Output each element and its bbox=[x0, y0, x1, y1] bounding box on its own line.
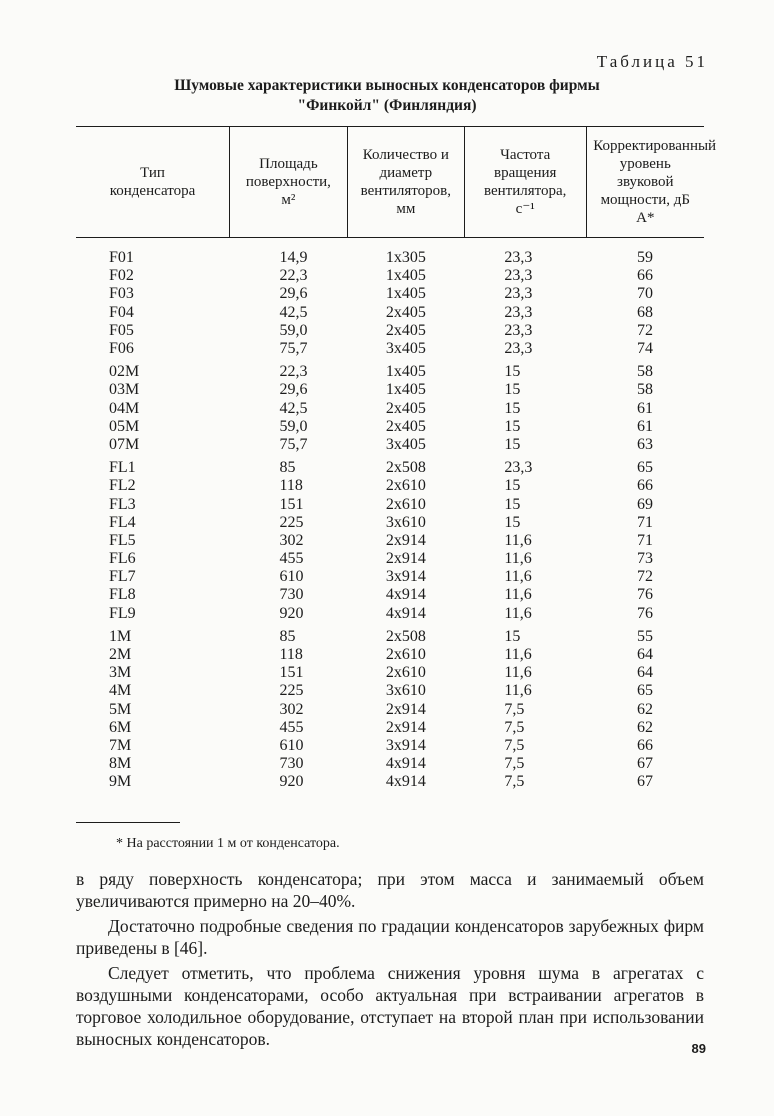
cell-area: 75,7 bbox=[279, 340, 308, 358]
cell-speed: 11,6 bbox=[504, 664, 532, 682]
cell-area: 455 bbox=[279, 718, 304, 736]
cell-type: F01 bbox=[109, 249, 134, 267]
header-speed: Частота вращения вентилятора, с⁻¹ bbox=[464, 127, 586, 238]
cell-type: F05 bbox=[109, 321, 134, 339]
cell-type: 8M bbox=[109, 755, 132, 773]
cell-fans: 4x914 bbox=[385, 755, 426, 773]
table-title bbox=[0, 76, 774, 116]
cell-sound-level: 64 bbox=[637, 664, 654, 682]
cell-fans: 4x914 bbox=[385, 604, 426, 622]
cell-area: 118 bbox=[279, 646, 303, 664]
cell-area: 455 bbox=[279, 550, 304, 568]
cell-sound-level: 76 bbox=[637, 586, 654, 604]
cell-speed: 7,5 bbox=[504, 755, 525, 773]
cell-fans: 1x405 bbox=[385, 285, 426, 303]
table-row bbox=[76, 454, 704, 477]
cell-area: 730 bbox=[279, 586, 304, 604]
cell-speed: 15 bbox=[504, 513, 521, 531]
cell-area: 29,6 bbox=[279, 285, 308, 303]
table-row bbox=[76, 605, 704, 623]
cell-sound-level: 71 bbox=[637, 531, 654, 549]
cell-sound-level: 65 bbox=[637, 682, 654, 700]
cell-sound-level: 65 bbox=[637, 459, 654, 477]
table-row bbox=[76, 773, 704, 791]
cell-type: 05M bbox=[109, 417, 140, 435]
table-row bbox=[76, 358, 704, 381]
cell-fans: 2x508 bbox=[385, 459, 426, 477]
cell-type: FL4 bbox=[109, 513, 136, 531]
table-row bbox=[76, 623, 704, 646]
cell-area: 42,5 bbox=[279, 399, 308, 417]
cell-type: FL9 bbox=[109, 604, 136, 622]
cell-area: 610 bbox=[279, 568, 304, 586]
cell-area: 29,6 bbox=[279, 381, 308, 399]
cell-fans: 3x405 bbox=[385, 435, 426, 453]
cell-speed: 7,5 bbox=[504, 773, 525, 791]
table-row bbox=[76, 267, 704, 285]
cell-speed: 23,3 bbox=[504, 321, 533, 339]
cell-type: F02 bbox=[109, 267, 134, 285]
cell-speed: 7,5 bbox=[504, 718, 525, 736]
cell-fans: 3x914 bbox=[385, 568, 426, 586]
cell-sound-level: 61 bbox=[637, 399, 654, 417]
cell-fans: 3x405 bbox=[385, 340, 426, 358]
cell-speed: 11,6 bbox=[504, 568, 532, 586]
cell-speed: 11,6 bbox=[504, 604, 532, 622]
cell-type: FL2 bbox=[109, 477, 136, 495]
page-number: 89 bbox=[691, 1041, 706, 1056]
cell-type: FL3 bbox=[109, 495, 136, 513]
table-row bbox=[76, 418, 704, 436]
cell-speed: 23,3 bbox=[504, 303, 533, 321]
table-row bbox=[76, 340, 704, 358]
cell-fans: 3x610 bbox=[385, 513, 426, 531]
table-row bbox=[76, 400, 704, 418]
cell-type: 9M bbox=[109, 773, 132, 791]
cell-fans: 3x610 bbox=[385, 682, 426, 700]
cell-fans: 2x914 bbox=[385, 718, 426, 736]
footnote: * На расстоянии 1 м от конденсатора. bbox=[116, 836, 340, 851]
cell-speed: 15 bbox=[504, 495, 521, 513]
cell-sound-level: 55 bbox=[637, 627, 654, 645]
table-row bbox=[76, 322, 704, 340]
cell-area: 85 bbox=[279, 459, 296, 477]
cell-speed: 11,6 bbox=[504, 586, 532, 604]
table-row bbox=[76, 719, 704, 737]
cell-fans: 2x610 bbox=[385, 477, 426, 495]
cell-fans: 4x914 bbox=[385, 773, 426, 791]
cell-fans: 4x914 bbox=[385, 586, 426, 604]
table-row bbox=[76, 495, 704, 513]
cell-fans: 2x405 bbox=[385, 321, 426, 339]
cell-area: 22,3 bbox=[279, 267, 308, 285]
cell-speed: 23,3 bbox=[504, 267, 533, 285]
cell-sound-level: 67 bbox=[637, 755, 654, 773]
cell-type: FL1 bbox=[109, 459, 136, 477]
header-fans: Количество и диаметр вентиляторов, мм bbox=[347, 127, 464, 238]
header-area: Площадь поверхности, м² bbox=[229, 127, 347, 238]
paragraph: Достаточно подробные сведения по градации конденсаторов зарубежных фирм приведены в [46]. bbox=[76, 916, 704, 958]
footnote-rule bbox=[76, 822, 180, 823]
cell-sound-level: 58 bbox=[637, 381, 654, 399]
cell-type: 02M bbox=[109, 363, 140, 381]
cell-fans: 1x405 bbox=[385, 363, 426, 381]
cell-speed: 7,5 bbox=[504, 700, 525, 718]
cell-fans: 2x405 bbox=[385, 399, 426, 417]
cell-sound-level: 68 bbox=[637, 303, 654, 321]
table-title-line-1: Шумовые характеристики выносных конденсаторов фирмы bbox=[174, 77, 600, 94]
cell-sound-level: 74 bbox=[637, 340, 654, 358]
cell-fans: 2x610 bbox=[385, 646, 426, 664]
cell-fans: 2x405 bbox=[385, 303, 426, 321]
cell-speed: 15 bbox=[504, 417, 521, 435]
cell-area: 59,0 bbox=[279, 321, 308, 339]
cell-area: 118 bbox=[279, 477, 303, 495]
cell-fans: 2x914 bbox=[385, 550, 426, 568]
cell-area: 920 bbox=[279, 604, 304, 622]
cell-area: 302 bbox=[279, 531, 304, 549]
cell-sound-level: 72 bbox=[637, 321, 654, 339]
cell-sound-level: 63 bbox=[637, 435, 654, 453]
cell-area: 85 bbox=[279, 627, 296, 645]
paragraph: в ряду поверхность конденсатора; при этом масса и занимаемый объем увеличиваются примерно на 20–40%. bbox=[76, 869, 704, 911]
cell-type: FL8 bbox=[109, 586, 136, 604]
cell-sound-level: 73 bbox=[637, 550, 654, 568]
cell-sound-level: 58 bbox=[637, 363, 654, 381]
paragraph: Следует отметить, что проблема снижения уровня шума в агрегатах с воздушными конденсаторами, особо актуальная при встраивании агрегатов в торговое холодильное оборудование, отступает на второй план при использовании выносных конденсаторов. bbox=[76, 963, 704, 1049]
cell-speed: 7,5 bbox=[504, 736, 525, 754]
cell-sound-level: 70 bbox=[637, 285, 654, 303]
table-label: Таблица 51 bbox=[596, 52, 708, 71]
cell-speed: 15 bbox=[504, 399, 521, 417]
cell-area: 22,3 bbox=[279, 363, 308, 381]
cell-sound-level: 69 bbox=[637, 495, 654, 513]
header-sound-level: Корректированный уровень звуковой мощности, дБ А* bbox=[586, 127, 704, 238]
cell-area: 610 bbox=[279, 736, 304, 754]
condenser-noise-table bbox=[76, 126, 717, 791]
cell-area: 920 bbox=[279, 773, 304, 791]
cell-area: 42,5 bbox=[279, 303, 308, 321]
cell-sound-level: 67 bbox=[637, 773, 654, 791]
cell-type: 2M bbox=[109, 646, 132, 664]
table-title-line-2: "Финкойл" (Финляндия) bbox=[297, 97, 477, 114]
table-row bbox=[76, 436, 704, 454]
cell-type: 07M bbox=[109, 435, 140, 453]
cell-fans: 3x914 bbox=[385, 736, 426, 754]
cell-sound-level: 71 bbox=[637, 513, 654, 531]
table-row bbox=[76, 682, 704, 700]
cell-speed: 11,6 bbox=[504, 550, 532, 568]
cell-type: FL5 bbox=[109, 531, 136, 549]
table-row bbox=[76, 532, 704, 550]
cell-fans: 2x914 bbox=[385, 531, 426, 549]
table-row bbox=[76, 586, 704, 604]
cell-type: 4M bbox=[109, 682, 132, 700]
cell-speed: 15 bbox=[504, 363, 521, 381]
cell-speed: 15 bbox=[504, 381, 521, 399]
cell-speed: 23,3 bbox=[504, 340, 533, 358]
table-row bbox=[76, 514, 704, 532]
table-row bbox=[76, 568, 704, 586]
cell-sound-level: 66 bbox=[637, 477, 654, 495]
cell-fans: 2x610 bbox=[385, 495, 426, 513]
cell-area: 151 bbox=[279, 664, 304, 682]
cell-fans: 1x405 bbox=[385, 381, 426, 399]
cell-type: 03M bbox=[109, 381, 140, 399]
cell-area: 14,9 bbox=[279, 249, 308, 267]
cell-speed: 11,6 bbox=[504, 682, 532, 700]
cell-type: 7M bbox=[109, 736, 132, 754]
cell-type: 5M bbox=[109, 700, 132, 718]
cell-area: 302 bbox=[279, 700, 304, 718]
header-type: Тип конденсатора bbox=[76, 127, 229, 238]
cell-sound-level: 72 bbox=[637, 568, 654, 586]
table-row bbox=[76, 737, 704, 755]
cell-type: 04M bbox=[109, 399, 140, 417]
cell-speed: 15 bbox=[504, 435, 521, 453]
table-row bbox=[76, 550, 704, 568]
cell-fans: 1x405 bbox=[385, 267, 426, 285]
cell-sound-level: 76 bbox=[637, 604, 654, 622]
table-row bbox=[76, 285, 704, 303]
table-row bbox=[76, 701, 704, 719]
cell-type: F06 bbox=[109, 340, 134, 358]
cell-sound-level: 66 bbox=[637, 267, 654, 285]
cell-type: FL7 bbox=[109, 568, 136, 586]
cell-area: 59,0 bbox=[279, 417, 308, 435]
cell-speed: 15 bbox=[504, 627, 521, 645]
cell-fans: 2x405 bbox=[385, 417, 426, 435]
cell-speed: 11,6 bbox=[504, 531, 532, 549]
cell-type: 3M bbox=[109, 664, 132, 682]
cell-type: 6M bbox=[109, 718, 132, 736]
cell-speed: 15 bbox=[504, 477, 521, 495]
cell-sound-level: 64 bbox=[637, 646, 654, 664]
cell-sound-level: 66 bbox=[637, 736, 654, 754]
table-row bbox=[76, 755, 704, 773]
cell-speed: 23,3 bbox=[504, 249, 533, 267]
cell-fans: 2x508 bbox=[385, 627, 426, 645]
cell-sound-level: 62 bbox=[637, 718, 654, 736]
cell-speed: 23,3 bbox=[504, 285, 533, 303]
cell-area: 75,7 bbox=[279, 435, 308, 453]
cell-type: 1M bbox=[109, 627, 132, 645]
table-row bbox=[76, 238, 704, 268]
cell-area: 225 bbox=[279, 513, 304, 531]
cell-area: 151 bbox=[279, 495, 304, 513]
cell-sound-level: 61 bbox=[637, 417, 654, 435]
cell-type: F03 bbox=[109, 285, 134, 303]
table-row bbox=[76, 477, 704, 495]
cell-area: 730 bbox=[279, 755, 304, 773]
table-row bbox=[76, 304, 704, 322]
table-header-row bbox=[76, 127, 704, 238]
cell-type: FL6 bbox=[109, 550, 136, 568]
cell-speed: 11,6 bbox=[504, 646, 532, 664]
cell-sound-level: 59 bbox=[637, 249, 654, 267]
body-text bbox=[76, 868, 704, 1050]
cell-fans: 2x914 bbox=[385, 700, 426, 718]
cell-sound-level: 62 bbox=[637, 700, 654, 718]
cell-fans: 2x610 bbox=[385, 664, 426, 682]
table-row bbox=[76, 664, 704, 682]
table-row bbox=[76, 381, 704, 399]
cell-speed: 23,3 bbox=[504, 459, 533, 477]
cell-fans: 1x305 bbox=[385, 249, 426, 267]
cell-type: F04 bbox=[109, 303, 134, 321]
table-row bbox=[76, 646, 704, 664]
cell-area: 225 bbox=[279, 682, 304, 700]
